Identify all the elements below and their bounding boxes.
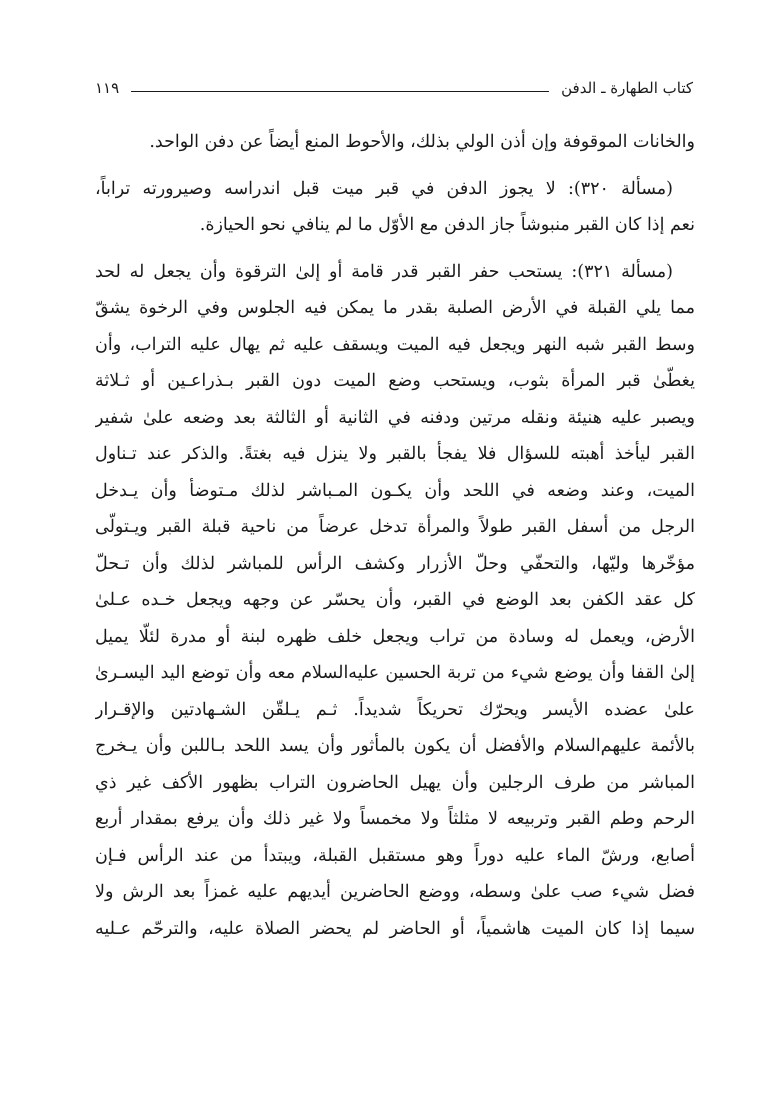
text-line: إلىٰ القفا وأن يوضع شيء من تربة الحسين عليه‌السلام معه وأن توضع اليد اليسـرىٰ <box>95 663 695 683</box>
paragraph-continuation <box>95 124 695 161</box>
text-line: سيما إذا كان الميت هاشمياً، أو الحاضر لم يحضر الصلاة عليه، والترحّم عـليه <box>95 918 695 939</box>
text-line: القبر ليأخذ أهبته للسؤال فلا يفجأ بالقبر ولا ينزل فيه بغتةً. والذكر عند تـناول <box>95 444 695 464</box>
text-line: يغطّىٰ قبر المرأة بثوب، ويستحب وضع الميت دون القبر بـذراعـين أو ثـلاثة <box>95 371 695 391</box>
paragraph-masala-320 <box>95 171 695 244</box>
text-line: مما يلي القبلة في الأرض الصلبة بقدر ما يمكن فيه الجلوس وفي الرخوة يشقّ <box>95 298 695 318</box>
text-line: فضل شيء صب علىٰ وسطه، ووضع الحاضرين أيديهم عليه غمزاً بعد الرش ولا <box>95 882 695 902</box>
text-line: نعم إذا كان القبر منبوشاً جاز الدفن مع الأوّل ما لم ينافي نحو الحيازة. <box>199 215 695 235</box>
text-line: الأرض، ويعمل له وسادة من تراب ويجعل خلف ظهره لبنة أو مدرة لئلّا يميل <box>95 626 695 647</box>
body-text <box>95 124 695 947</box>
text-line: الرجل من أسفل القبر طولاً والمرأة تدخل عرضاً من ناحية قبلة القبر ويـتولّى <box>95 517 695 537</box>
paragraph-masala-321 <box>95 254 695 948</box>
page-number: ١١٩ <box>95 79 120 97</box>
text-line: والخانات الموقوفة وإن أذن الولي بذلك، والأحوط المنع أيضاً عن دفن الواحد. <box>149 132 695 152</box>
header-rule <box>131 91 549 92</box>
text-line: ويصبر عليه هنيئة ونقله مرتين ودفنه في الثانية أو الثالثة بعد وضعه علىٰ شفير <box>95 407 695 428</box>
running-header <box>95 76 693 100</box>
text-line: (مسألة ٣٢١): يستحب حفر القبر قدر قامة أو إلىٰ الترقوة وأن يجعل له لحد <box>95 261 674 282</box>
text-line: علىٰ عضده الأيسر ويحرّك تحريكاً شديداً. ثـم يـلقّن الشـهادتين والإقـرار <box>95 699 695 720</box>
text-line: أصابع، ورشّ الماء عليه دوراً وهو مستقبل القبلة، ويبتدأ من عند الرأس فـإن <box>95 845 695 866</box>
text-line: (مسألة ٣٢٠): لا يجوز الدفن في قبر ميت قبل اندراسه وصيرورته تراباً، <box>95 178 674 199</box>
text-line: الميت، وعند وضعه في اللحد وأن يكـون المـباشر لذلك مـتوضأ وأن يـدخل <box>95 480 695 501</box>
text-line: كل عقد الكفن بعد الوضع في القبر، وأن يحسّر عن وجهه ويجعل خـده عـلىٰ <box>95 590 695 610</box>
text-line: بالأئمة عليهم‌السلام والأفضل أن يكون بالمأثور وأن يسد اللحد بـاللبن وأن يـخرج <box>95 736 695 756</box>
text-line: مؤخّرها وليّها، والتحفّي وحلّ الأزرار وكشف الرأس للمباشر لذلك وأن تـحلّ <box>95 553 695 574</box>
chapter-title: كتاب الطهارة ـ الدفن <box>561 79 693 97</box>
text-line: الرحم وطم القبر وتربيعه لا مثلثاً ولا مخمساً ولا غير ذلك وأن يرفع بمقدار أربع <box>95 809 695 829</box>
text-line: المباشر من طرف الرجلين وأن يهيل الحاضرون التراب بظهور الأكف غير ذي <box>95 772 695 793</box>
text-line: وسط القبر شبه النهر ويجعل فيه الميت ويسقف عليه ثم يهال عليه التراب، وأن <box>95 334 695 355</box>
